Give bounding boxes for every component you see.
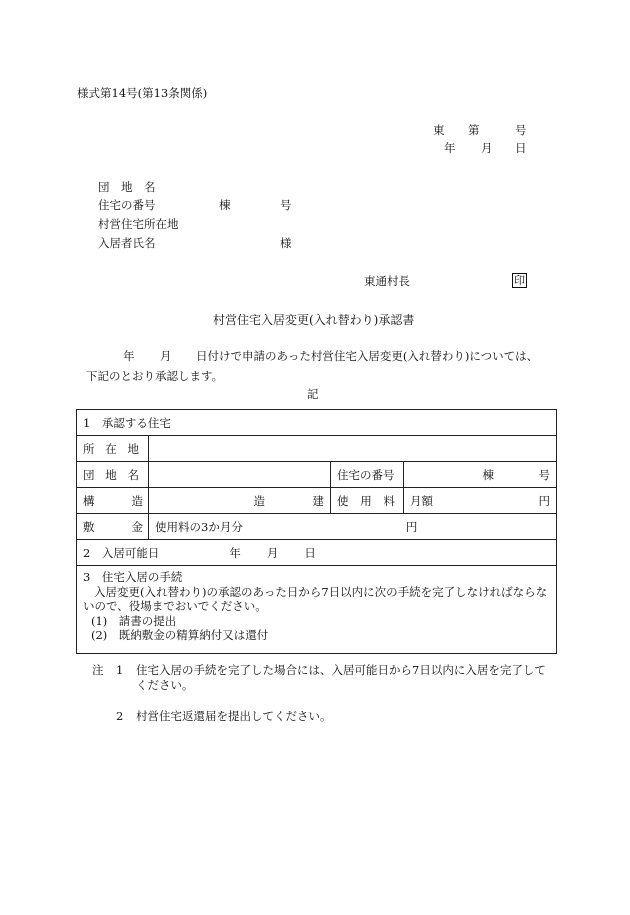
location-label: 村営住宅所在地 xyxy=(98,217,179,231)
house-building-unit: 棟 xyxy=(219,198,231,212)
rent-cell-label xyxy=(331,488,404,514)
deposit-value[interactable] xyxy=(149,514,557,540)
house-no-value[interactable] xyxy=(404,462,557,488)
notes-block xyxy=(92,663,562,724)
label-char: 使 xyxy=(337,493,349,508)
section2-row xyxy=(77,540,557,566)
sec2-month: 月 xyxy=(266,545,279,560)
note-2-number: 2 xyxy=(116,709,124,723)
label-char: 在 xyxy=(105,441,117,456)
label-char: 地 xyxy=(105,467,117,482)
label-char: 造 xyxy=(131,493,143,508)
label-char: 所 xyxy=(83,441,95,456)
note-1 xyxy=(92,663,562,693)
header-east: 東 xyxy=(433,123,445,137)
notes-label: 注 xyxy=(92,663,104,677)
label-char: 構 xyxy=(83,493,95,508)
note-1-number: 1 xyxy=(116,663,124,677)
location-value[interactable] xyxy=(149,436,557,462)
structure-unit: 造 xyxy=(253,493,265,508)
procedure-item-1: (1) 請書の提出 xyxy=(91,613,177,628)
table-row xyxy=(77,410,557,436)
header-dai: 第 xyxy=(468,123,480,137)
yen-unit: 円 xyxy=(538,493,551,508)
body-line1: 日付けで申請のあった村営住宅入居変更(入れ替わり)については、 xyxy=(196,349,539,363)
section1-heading: 1 承認する住宅 xyxy=(77,410,557,436)
rent-value[interactable] xyxy=(404,488,557,514)
monthly-label: 月額 xyxy=(410,493,433,508)
seal-mark: 印 xyxy=(514,274,525,287)
estate-cell-label xyxy=(77,462,149,488)
header-year: 年 xyxy=(444,141,456,155)
section2-heading: 2 入居可能日 xyxy=(83,545,160,560)
label-char: 敷 xyxy=(83,519,95,534)
approval-table xyxy=(76,409,557,654)
form-reference: 様式第14号(第13条関係) xyxy=(77,86,208,100)
structure-value[interactable] xyxy=(149,488,331,514)
label-char: 用 xyxy=(360,493,372,508)
table-row xyxy=(77,436,557,462)
issuer-name: 東通村長 xyxy=(364,274,410,288)
body-line2: 下記のとおり承認します。 xyxy=(86,369,224,383)
table-row xyxy=(77,488,557,514)
location-cell-label xyxy=(77,436,149,462)
body-year: 年 xyxy=(123,349,135,363)
header-month: 月 xyxy=(481,141,493,155)
deposit-yen-unit: 円 xyxy=(405,519,418,534)
label-char: 地 xyxy=(127,441,139,456)
table-row xyxy=(77,566,557,654)
sec2-year: 年 xyxy=(229,545,241,560)
note-2 xyxy=(92,709,562,724)
deposit-cell-label xyxy=(77,514,149,540)
building-unit: 棟 xyxy=(482,467,494,482)
structure-cell-label xyxy=(77,488,149,514)
tenant-name-label: 入居者氏名 xyxy=(98,236,156,250)
floors-unit: 建 xyxy=(312,493,324,508)
label-char: 団 xyxy=(83,467,95,482)
deposit-description: 使用料の3か月分 xyxy=(155,519,243,534)
header-gou: 号 xyxy=(515,123,527,137)
estate-value[interactable] xyxy=(149,462,331,488)
estate-name-label: 団 地 名 xyxy=(98,180,156,194)
note-1-text: 住宅入居の手続を完了した場合には、入居可能日から7日以内に入居を完了してください。 xyxy=(136,663,546,692)
number-unit: 号 xyxy=(538,467,551,482)
body-month: 月 xyxy=(160,349,172,363)
note-2-text: 村営住宅返還届を提出してください。 xyxy=(136,709,332,723)
section3-cell xyxy=(77,566,557,654)
house-number-unit: 号 xyxy=(280,198,292,212)
label-char: 名 xyxy=(127,467,139,482)
section3-text: 入居変更(入れ替わり)の承認のあった日から7日以内に次の手続を完了しなければならないので、役場までおいでください。 xyxy=(83,584,548,613)
house-no-cell-label: 住宅の番号 xyxy=(331,462,404,488)
house-number-label: 住宅の番号 xyxy=(98,198,156,212)
honorific: 様 xyxy=(280,236,292,250)
label-char: 金 xyxy=(131,519,143,534)
table-row xyxy=(77,514,557,540)
label-char: 料 xyxy=(383,493,395,508)
table-row xyxy=(77,462,557,488)
document-title: 村営住宅入居変更(入れ替わり)承認書 xyxy=(213,313,415,327)
sec2-day: 日 xyxy=(304,545,316,560)
table-row xyxy=(77,540,557,566)
header-day: 日 xyxy=(515,141,527,155)
procedure-item-2: (2) 既納敷金の精算納付又は還付 xyxy=(91,628,269,642)
section3-heading: 3 住宅入居の手続 xyxy=(83,570,183,584)
ki-heading: 記 xyxy=(307,387,319,401)
